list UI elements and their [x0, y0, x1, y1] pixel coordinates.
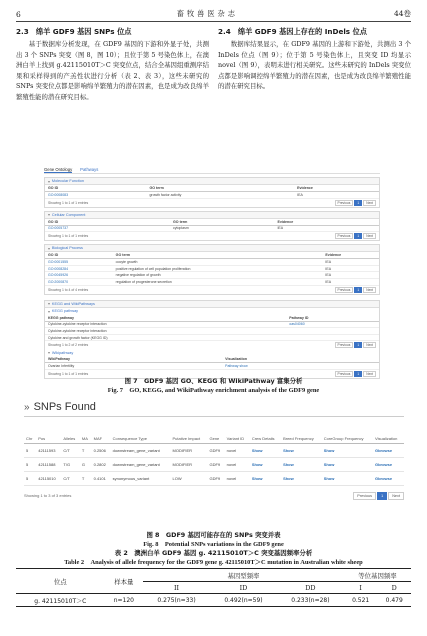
column-header: MA — [80, 423, 92, 443]
table-cell: IEA — [322, 272, 379, 279]
go-pager-row — [45, 286, 379, 294]
volume-label: 44卷 — [393, 9, 411, 18]
page-button[interactable]: 1 — [354, 200, 362, 206]
cell-link[interactable]: Gbrowse — [374, 447, 393, 453]
table-cell: growth factor activity — [146, 192, 294, 199]
table-cell[interactable] — [222, 363, 379, 370]
cell: 0.479 — [377, 594, 411, 607]
cell-link[interactable]: GO:2000870 — [48, 279, 69, 284]
col-genotype-freq: 基因型频率 — [143, 569, 344, 582]
go-table — [45, 185, 379, 199]
allele-frequency-table — [16, 568, 411, 607]
cell-link[interactable]: Show — [283, 447, 294, 453]
col-site: 位点 — [16, 569, 105, 594]
table-cell: 42111593 — [36, 443, 61, 457]
table-cell: C/T — [61, 471, 80, 485]
go-panel-header[interactable] — [45, 245, 379, 252]
cell: n=120 — [105, 594, 143, 607]
previous-button[interactable]: Previous — [335, 371, 354, 377]
go-panel — [44, 244, 380, 294]
next-button[interactable]: Next — [363, 342, 376, 348]
cell: g. 42115010T＞C — [16, 594, 105, 607]
cell-link[interactable]: Show — [251, 447, 263, 453]
chevron-down-icon: ▾ — [48, 246, 50, 251]
go-showing-text: Showing 1 to 1 of 1 entries — [48, 200, 89, 205]
cell-link[interactable]: Pathway show — [225, 364, 248, 369]
pager — [335, 200, 376, 206]
go-table — [45, 252, 379, 285]
table-cell: GDF9 — [207, 443, 224, 457]
column-header: Evidence — [294, 185, 379, 192]
running-header — [16, 8, 411, 22]
column-header: Breed Frequency — [281, 423, 322, 443]
column-header: Gene — [207, 423, 224, 443]
fig7-caption-en: Fig. 7 GO, KEGG, and WikiPathway enrichment analysis of the GDF9 gene — [107, 387, 320, 394]
table-row — [45, 192, 379, 199]
pager — [335, 342, 376, 348]
table-cell[interactable] — [250, 443, 281, 457]
table-cell[interactable] — [373, 443, 404, 457]
table2-caption-en: Table 2 Analysis of allele frequency for the GDF9 gene g. 42115010T＞C mutation in Australian white sheep — [64, 559, 363, 566]
table-cell: positive regulation of cell population proliferation — [113, 265, 323, 272]
cell-link[interactable]: Show — [283, 475, 294, 481]
table-cell: 5 — [24, 457, 36, 471]
previous-button[interactable]: Previous — [335, 342, 354, 348]
table-cell: 0.2802 — [92, 457, 111, 471]
column-header: MAF — [92, 423, 111, 443]
table-row — [45, 321, 379, 328]
page-button[interactable]: 1 — [377, 492, 387, 500]
table-row — [45, 225, 379, 232]
cell: 0.233(n=28) — [277, 594, 344, 607]
table-cell: negative regulation of growth — [113, 272, 323, 279]
wikipathway-table — [45, 356, 379, 370]
table-cell: GDF9 — [207, 457, 224, 471]
cell-link[interactable]: Show — [251, 475, 263, 481]
column-header: Alleles — [61, 423, 80, 443]
column-header: Variant ID — [225, 423, 250, 443]
cell: 0.275(n=33) — [143, 594, 210, 607]
table-cell: LOW — [171, 471, 208, 485]
table-cell[interactable] — [281, 471, 322, 485]
table-cell: 0.4101 — [92, 471, 111, 485]
table-cell[interactable] — [45, 265, 113, 272]
figure-7-enrichment — [44, 166, 380, 374]
table-cell: 0.2506 — [92, 443, 111, 457]
table-row — [45, 328, 379, 335]
page-button[interactable]: 1 — [354, 233, 362, 239]
go-panel — [44, 177, 380, 208]
snps-table-footer — [24, 492, 404, 500]
cell-link[interactable]: Gbrowse — [374, 461, 393, 467]
next-button[interactable]: Next — [363, 233, 376, 239]
table-cell: T — [80, 443, 92, 457]
next-button[interactable]: Next — [363, 200, 376, 206]
table-2 — [16, 568, 411, 607]
table-row — [24, 471, 404, 485]
table-cell: novel — [225, 443, 250, 457]
col-sample-size: 样本量 — [105, 569, 143, 594]
column-header: WikiPathway — [45, 356, 222, 363]
column-header: Crew Details — [250, 423, 281, 443]
cell: 0.492(n=59) — [210, 594, 277, 607]
go-table — [45, 219, 379, 233]
pager — [335, 287, 376, 293]
table-row — [45, 272, 379, 279]
chevron-down-icon: ▾ — [48, 309, 50, 314]
table-row — [24, 457, 404, 471]
next-button[interactable]: Next — [388, 492, 404, 500]
page-button[interactable]: 1 — [354, 371, 362, 377]
table-cell[interactable] — [281, 443, 322, 457]
column-header: Visualization — [222, 356, 379, 363]
cell-link[interactable]: GO:0008083 — [48, 192, 69, 197]
fig7-caption-cn: 图 7 GDF9 基因 GO、KEGG 和 WikiPathway 富集分析 — [124, 377, 303, 385]
page-number: 6 — [16, 10, 21, 19]
column-header: GO ID — [45, 185, 146, 192]
table-cell: Cytokine-cytokine receptor interaction — [45, 321, 286, 328]
column-header: Putative Impact — [171, 423, 208, 443]
table-cell[interactable] — [45, 225, 170, 232]
col-allele-freq: 等位基因频率 — [344, 569, 411, 582]
wiki-pager-row: Showing 1 to 1 of 1 entries Previous 1 Next — [45, 370, 379, 378]
body-columns — [16, 26, 411, 164]
chevron-down-icon: ▾ — [48, 213, 50, 218]
column-header: Consequence Type — [111, 423, 171, 443]
pager — [353, 492, 404, 500]
column-header: GO term — [146, 185, 294, 192]
divider — [24, 416, 404, 417]
wiki-subheader[interactable]: ▾ Wikipathway — [45, 349, 379, 356]
table-cell[interactable] — [250, 471, 281, 485]
section-body-snps: 基于数据库分析发现，在 GDF9 基因的下游和外显子处，共测出 3 个 SNPs 突变（图 8，图 10）；且位于第 5 号染色体上，在澳洲白羊上找到 g.42115010T＞C 突变位点，结合全基因组重测序结果和采样得到的产羔性状进行分析（表 2、表 3），这些未研究的 SNPs 突变位点都是影响绵羊繁殖力的潜在因素，也是成为改良绵羊繁殖性能的潜在研究目标。 — [16, 40, 209, 101]
table-row — [45, 265, 379, 272]
previous-button[interactable]: Previous — [335, 200, 354, 206]
column-header: GO term — [170, 219, 274, 226]
chevron-down-icon: ▾ — [48, 179, 50, 184]
table-cell: IEA — [274, 225, 379, 232]
table-cell: novel — [225, 457, 250, 471]
cell: 0.521 — [344, 594, 378, 607]
column-header: GO term — [113, 252, 323, 259]
table-2-caption — [16, 549, 411, 567]
table-cell: MODIFIER — [171, 457, 208, 471]
column-header: Evidence — [322, 252, 379, 259]
table-row — [45, 363, 379, 370]
cell-link[interactable]: Show — [323, 475, 335, 481]
table-cell: Cytokine-cytokine receptor interaction — [45, 328, 286, 335]
column-header: KEGG pathway — [45, 315, 286, 322]
tab-gene-ontology[interactable]: Gene Ontology — [44, 166, 73, 172]
page-button[interactable]: 1 — [354, 342, 362, 348]
table-cell: 5 — [24, 443, 36, 457]
go-panel-title: Molecular Function — [51, 179, 84, 183]
go-sections — [44, 177, 380, 295]
table-cell: downstream_gene_variant — [111, 443, 171, 457]
page-button[interactable]: 1 — [354, 287, 362, 293]
table2-caption-cn: 表 2 澳洲白羊 GDF9 基因 g. 42115010T＞C 突变基因频率分析 — [114, 549, 313, 557]
table-cell: Ovarian Infertility — [45, 363, 222, 370]
table-cell: novel — [225, 471, 250, 485]
go-tab-strip — [44, 166, 380, 174]
cell-link[interactable]: Show — [323, 447, 335, 453]
table-cell[interactable] — [45, 259, 113, 266]
go-panel-title: Biological Process — [51, 246, 83, 251]
pathway-panel — [44, 300, 380, 379]
journal-title: 畜牧兽医杂志 — [176, 9, 238, 18]
previous-button[interactable]: Previous — [335, 233, 354, 239]
snps-table — [24, 423, 404, 486]
section-heading-indels: 2.4 绵羊 GDF9 基因上存在的 InDels 位点 — [218, 27, 367, 36]
table-cell: 42111588 — [36, 457, 61, 471]
kegg-subheader[interactable]: ▾ KEGG pathway — [45, 308, 379, 315]
table-cell: synonymous_variant — [111, 471, 171, 485]
table-cell — [286, 328, 379, 335]
table-cell[interactable] — [250, 457, 281, 471]
column-header: GO ID — [45, 219, 170, 226]
table-cell[interactable] — [281, 457, 322, 471]
table-cell: T — [80, 471, 92, 485]
cell-link[interactable]: Show — [251, 461, 263, 467]
table-cell: 5 — [24, 471, 36, 485]
cell-link[interactable]: GO:0005737 — [48, 226, 69, 231]
table-cell[interactable] — [286, 321, 379, 328]
next-button[interactable]: Next — [363, 371, 376, 377]
go-panel-title: Cellular Component — [51, 212, 86, 217]
fig8-caption-en: Fig. 8 Potential SNPs variations in the GDF9 gene — [143, 541, 284, 548]
table-cell: G — [80, 457, 92, 471]
table-cell[interactable] — [322, 457, 373, 471]
figure-8-snps-found — [24, 400, 404, 528]
col-allele: D — [377, 582, 411, 594]
cell-link[interactable]: GO:0008284 — [48, 266, 69, 271]
table-cell — [286, 334, 379, 341]
column-header: GO ID — [45, 252, 113, 259]
snps-showing-text: Showing 1 to 3 of 3 entries — [24, 493, 72, 498]
go-pager-row — [45, 199, 379, 207]
table-cell: cytoplasm — [170, 225, 274, 232]
kegg-table — [45, 315, 379, 342]
go-pager-row — [45, 232, 379, 240]
previous-button[interactable]: Previous — [335, 287, 354, 293]
go-panel-header[interactable] — [45, 178, 379, 185]
table-row — [45, 259, 379, 266]
go-showing-text: Showing 1 to 4 of 4 entries — [48, 287, 89, 292]
go-showing-text: Showing 1 to 1 of 1 entries — [48, 234, 89, 239]
table-cell[interactable] — [45, 192, 146, 199]
next-button[interactable]: Next — [363, 287, 376, 293]
table-cell: MODIFIER — [171, 443, 208, 457]
col-genotype: II — [143, 582, 210, 594]
figure-7-caption — [16, 377, 411, 395]
right-column — [218, 26, 411, 164]
table-cell: regulation of progesterone secretion — [113, 278, 323, 285]
table-cell: 42115010 — [36, 471, 61, 485]
section-body-indels: 数据库结果显示，在 GDF9 基因的上游和下游处，共测出 3 个 InDels 位点（图 9）；位于第 5 号染色体上，且突变 ID 均显示 novel（图 9），表明未进行相关研究。这些未研究的 InDels 突变位点都是影响调控绵羊繁殖力的潜在因素，也是成为改良绵羊繁殖性能的潜在研究目标。 — [218, 40, 411, 91]
chevron-down-icon: ▾ — [48, 351, 50, 356]
table-row — [45, 334, 379, 341]
column-header: Chr — [24, 423, 36, 443]
col-allele: I — [344, 582, 378, 594]
chevron-down-icon: ▾ — [48, 302, 50, 307]
table-cell: IEA — [294, 192, 379, 199]
table-row — [24, 443, 404, 457]
left-column — [16, 26, 209, 164]
table-cell: oocyte growth — [113, 259, 323, 266]
col-genotype: DD — [277, 582, 344, 594]
table-row — [16, 594, 411, 607]
table-cell[interactable] — [373, 457, 404, 471]
column-header: Evidence — [274, 219, 379, 226]
snps-found-title: » SNPs Found — [24, 401, 96, 413]
table-cell: C/T — [61, 443, 80, 457]
table-cell[interactable] — [45, 278, 113, 285]
column-header: Pos — [36, 423, 61, 443]
cell-link[interactable]: GO:0001555 — [48, 259, 69, 264]
double-chevron-icon: » — [24, 401, 30, 413]
kegg-pager-row: Showing 1 to 2 of 2 entries Previous 1 Next — [45, 341, 379, 349]
table-header-row — [24, 423, 404, 443]
col-genotype: ID — [210, 582, 277, 594]
table-cell[interactable] — [373, 471, 404, 485]
tab-pathways[interactable]: Pathways — [80, 167, 99, 172]
cell-link[interactable]: Show — [323, 461, 335, 467]
table-cell: IEA — [322, 259, 379, 266]
table-cell: IEA — [322, 278, 379, 285]
table-cell: T/G — [61, 457, 80, 471]
table-cell: GDF9 — [207, 471, 224, 485]
previous-button[interactable]: Previous — [353, 492, 376, 500]
cell-link[interactable]: oas04060 — [289, 322, 305, 327]
pathway-panel-header[interactable]: ▾ KEGG and WikiPathways — [45, 301, 379, 308]
table-row — [45, 278, 379, 285]
column-header: Visualization — [373, 423, 404, 443]
pager — [335, 233, 376, 239]
table-cell[interactable] — [322, 443, 373, 457]
go-panel-header[interactable] — [45, 212, 379, 219]
cell-link[interactable]: Show — [283, 461, 294, 467]
table-cell: downstream_gene_variant — [111, 457, 171, 471]
table-cell[interactable] — [45, 272, 113, 279]
column-header: CoreGroup Frequency — [322, 423, 373, 443]
figure-8-caption — [16, 531, 411, 549]
go-panel — [44, 211, 380, 242]
cell-link[interactable]: GO:0045926 — [48, 273, 69, 278]
table-cell: Cytokine and growth factor (KEGG ID) — [45, 334, 286, 341]
table-cell: IEA — [322, 265, 379, 272]
column-header: Pathway ID — [286, 315, 379, 322]
cell-link[interactable]: Gbrowse — [374, 475, 393, 481]
fig8-caption-cn: 图 8 GDF9 基因可能存在的 SNPs 突变并表 — [146, 531, 281, 539]
section-heading-snps: 2.3 绵羊 GDF9 基因 SNPs 位点 — [16, 27, 132, 36]
table-cell[interactable] — [322, 471, 373, 485]
